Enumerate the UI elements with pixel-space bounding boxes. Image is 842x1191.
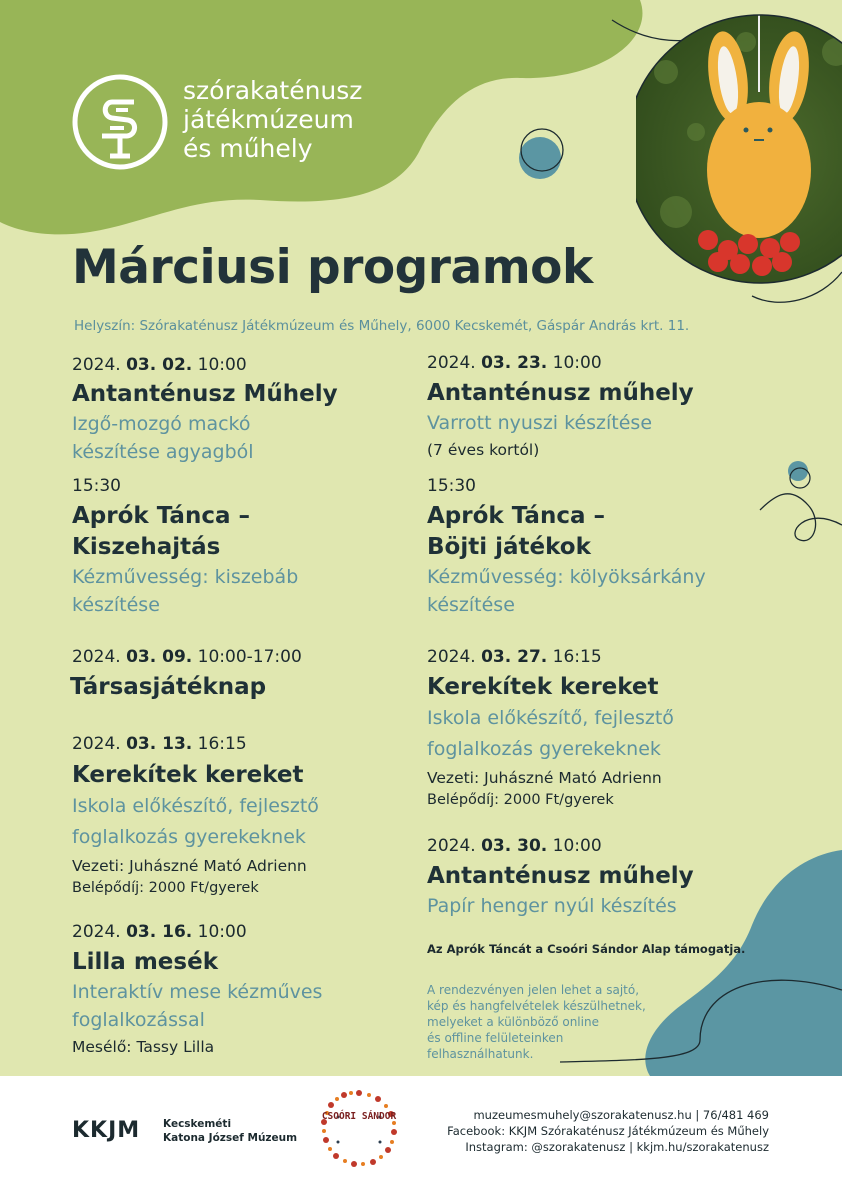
- event-date: 2024. 03. 27. 16:15: [427, 647, 602, 667]
- teal-dot-large: [519, 137, 561, 179]
- event-date: 2024. 03. 23. 10:00: [427, 353, 602, 373]
- event-title: Lilla mesék: [72, 949, 218, 975]
- left-event-4: [72, 734, 412, 899]
- event-description: Kézművesség: kölyöksárkány készítése: [427, 566, 706, 616]
- logo-line-1: szórakaténusz: [183, 76, 363, 105]
- csoori-sandor-text: CSOÓRI SÁNDOR: [321, 1111, 397, 1122]
- event-time: 15:30: [72, 476, 121, 496]
- disclaimer-line: A rendezvényen jelen lehet a sajtó,: [427, 983, 640, 997]
- event-date: 2024. 03. 09. 10:00-17:00: [72, 647, 302, 667]
- press-disclaimer: [427, 982, 646, 1062]
- event-fee: Belépődíj: 2000 Ft/gyerek: [427, 792, 614, 808]
- left-event-1: [72, 355, 412, 466]
- teal-dot-small: [788, 461, 808, 481]
- szorakatenusz-logo-icon: [72, 74, 168, 170]
- page-title: Márciusi programok: [72, 240, 593, 295]
- event-date: 2024. 03. 16. 10:00: [72, 922, 247, 942]
- event-title: Antanténusz Műhely: [72, 381, 338, 407]
- event-title: Kerekítek kereket: [72, 762, 304, 788]
- disclaimer-line: és offline felületeinken: [427, 1031, 564, 1045]
- event-fee: Belépődíj: 2000 Ft/gyerek: [72, 880, 259, 896]
- event-description: Kézművesség: kiszebáb készítése: [72, 566, 299, 616]
- kkjm-name-line: Kecskeméti: [163, 1118, 232, 1130]
- event-age-note: (7 éves kortól): [427, 441, 540, 459]
- bunny-photo: [636, 12, 842, 288]
- event-time: 15:30: [427, 476, 476, 496]
- event-title: Kerekítek kereket: [427, 674, 659, 700]
- left-event-3: [72, 647, 412, 703]
- left-event-5: [72, 922, 412, 1058]
- disclaimer-line: felhasználhatunk.: [427, 1047, 534, 1061]
- event-narrator: Mesélő: Tassy Lilla: [72, 1038, 215, 1056]
- event-description: Varrott nyuszi készítése: [427, 412, 653, 434]
- event-date: 2024. 03. 30. 10:00: [427, 836, 602, 856]
- event-date: 2024. 03. 13. 16:15: [72, 734, 247, 754]
- event-title: Antanténusz műhely: [427, 863, 694, 889]
- logo-line-3: és műhely: [183, 134, 313, 163]
- kkjm-name: [163, 1117, 297, 1145]
- event-title: Aprók Tánca – Böjti játékok: [427, 503, 605, 560]
- event-title: Társasjátéknap: [70, 674, 267, 700]
- event-description: Izgő-mozgó mackó készítése agyagból: [72, 413, 254, 463]
- event-description: Interaktív mese kézműves foglalkozással: [72, 981, 323, 1031]
- squiggle-line: [760, 494, 842, 541]
- right-event-3: [427, 647, 767, 811]
- event-description: Iskola előkészítő, fejlesztő foglalkozás gyerekeknek: [427, 707, 674, 760]
- event-host: Vezeti: Juhászné Mató Adrienn: [427, 769, 662, 787]
- disclaimer-line: melyeket a különböző online: [427, 1015, 599, 1029]
- contact-instagram: Instagram: @szorakatenusz | kkjm.hu/szorakatenusz: [465, 1140, 769, 1154]
- event-description: Papír henger nyúl készítés: [427, 895, 677, 917]
- left-event-2: [72, 476, 412, 619]
- right-event-1: [427, 353, 767, 461]
- right-event-4: [427, 836, 767, 920]
- event-date: 2024. 03. 02. 10:00: [72, 355, 247, 375]
- logo-wordmark: [183, 76, 362, 163]
- event-description: Iskola előkészítő, fejlesztő foglalkozás gyerekeknek: [72, 795, 319, 848]
- event-title: Antanténusz műhely: [427, 380, 694, 406]
- contact-facebook: Facebook: KKJM Szórakaténusz Játékmúzeum és Műhely: [447, 1124, 769, 1138]
- disclaimer-line: kép és hangfelvételek készülhetnek,: [427, 999, 646, 1013]
- event-host: Vezeti: Juhászné Mató Adrienn: [72, 857, 307, 875]
- csoori-sandor-logo: [318, 1087, 400, 1169]
- event-title: Aprók Tánca – Kiszehajtás: [72, 503, 250, 560]
- contact-email-phone: muzeumesmuhely@szorakatenusz.hu | 76/481 469: [473, 1108, 769, 1122]
- kkjm-logo: KKJM: [72, 1118, 141, 1143]
- kkjm-name-line: Katona József Múzeum: [163, 1132, 298, 1144]
- right-event-2: [427, 476, 767, 619]
- logo-line-2: játékmúzeum: [183, 105, 354, 134]
- support-note: Az Aprók Táncát a Csoóri Sándor Alap támogatja.: [427, 942, 746, 956]
- contact-info: [447, 1107, 769, 1155]
- location-text: Helyszín: Szórakaténusz Játékmúzeum és Műhely, 6000 Kecskemét, Gáspár András krt. 11.: [74, 318, 690, 334]
